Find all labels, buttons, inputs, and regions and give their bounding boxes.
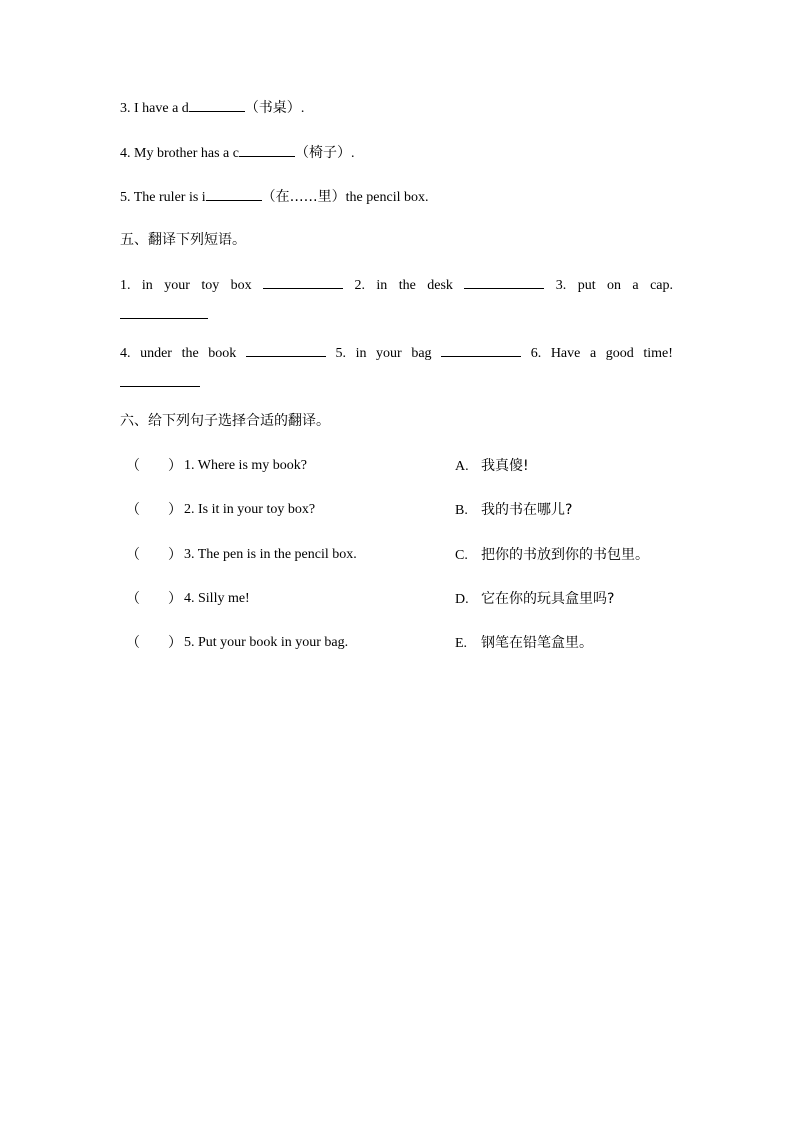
answer-option <box>455 456 529 477</box>
answer-option <box>455 589 614 610</box>
chinese-hint: （书桌） <box>244 100 301 116</box>
word: in <box>376 278 388 293</box>
word: time! <box>643 346 673 361</box>
close-paren: ） <box>168 547 182 563</box>
answer-option <box>455 545 649 566</box>
answer-blank[interactable] <box>120 372 200 387</box>
matching-row-1 <box>120 456 680 476</box>
answer-text: 我真傻! <box>481 458 529 474</box>
answer-letter: A. <box>455 459 469 474</box>
close-paren: ） <box>168 458 182 474</box>
word: 2. <box>354 278 365 293</box>
sentence-end: . <box>350 146 355 161</box>
answer-blank[interactable] <box>464 274 544 289</box>
answer-text: 我的书在哪儿? <box>481 502 573 518</box>
answer-blank[interactable] <box>263 274 343 289</box>
word: box <box>230 278 252 293</box>
fill-in-sentence-5 <box>120 185 428 208</box>
answer-letter: D. <box>455 592 469 607</box>
phrase-row-2 <box>120 342 673 364</box>
sentence-text: 3. I have a d <box>120 101 189 116</box>
word: bag <box>411 346 432 361</box>
word: your <box>376 346 402 361</box>
word: 3. <box>555 278 567 293</box>
matching-row-3 <box>120 545 680 565</box>
phrase-row-1 <box>120 274 673 296</box>
word: cap. <box>650 278 673 293</box>
question-text: 1. Where is my book? <box>184 458 307 473</box>
chinese-hint: （椅子） <box>294 145 351 161</box>
matching-row-4 <box>120 589 680 609</box>
sentence-text: 4. My brother has a c <box>120 146 239 161</box>
fill-in-sentence-4 <box>120 141 354 164</box>
answer-letter: C. <box>455 548 468 563</box>
answer-blank[interactable] <box>239 141 295 157</box>
word: 6. <box>530 346 542 361</box>
section-6-heading: 六、给下列句子选择合适的翻译。 <box>120 413 330 429</box>
open-paren[interactable]: （ <box>126 635 140 651</box>
sentence-end: the pencil box. <box>345 190 429 205</box>
word: a <box>589 346 597 361</box>
word: the <box>181 346 199 361</box>
close-paren: ） <box>168 591 182 607</box>
question-text: 3. The pen is in the pencil box. <box>184 547 357 562</box>
answer-text: 钢笔在铅笔盒里。 <box>481 635 593 651</box>
word: desk <box>427 278 453 293</box>
word: 4. <box>120 346 131 361</box>
answer-blank[interactable] <box>206 185 262 201</box>
close-paren: ） <box>168 635 182 651</box>
word: good <box>605 346 634 361</box>
word: a <box>632 278 639 293</box>
question-text: 4. Silly me! <box>184 591 250 606</box>
sentence-end: . <box>300 101 305 116</box>
word: on <box>607 278 621 293</box>
answer-letter: B. <box>455 503 468 518</box>
question-text: 2. Is it in your toy box? <box>184 502 316 517</box>
answer-blank[interactable] <box>189 96 245 112</box>
sentence-text: 5. The ruler is i <box>120 190 206 205</box>
word: under <box>140 346 172 361</box>
word: 5. <box>335 346 346 361</box>
open-paren[interactable]: （ <box>126 502 140 518</box>
chinese-hint: （在……里） <box>261 189 346 205</box>
matching-row-5 <box>120 633 680 653</box>
word: in <box>355 346 367 361</box>
word: put <box>577 278 596 293</box>
question-text: 5. Put your book in your bag. <box>184 635 349 650</box>
open-paren[interactable]: （ <box>126 547 140 563</box>
answer-blank[interactable] <box>246 342 326 357</box>
answer-text: 把你的书放到你的书包里。 <box>481 547 649 563</box>
matching-row-2 <box>120 500 680 520</box>
word: the <box>398 278 416 293</box>
word: in <box>141 278 153 293</box>
word: your <box>164 278 190 293</box>
word: book <box>208 346 237 361</box>
close-paren: ） <box>168 502 182 518</box>
answer-text: 它在你的玩具盒里吗? <box>481 591 615 607</box>
answer-option <box>455 500 572 521</box>
word: toy <box>201 278 220 293</box>
word: 1. <box>120 278 131 293</box>
answer-letter: E. <box>455 636 468 651</box>
answer-option <box>455 633 593 654</box>
open-paren[interactable]: （ <box>126 591 140 607</box>
word: Have <box>550 346 581 361</box>
fill-in-sentence-3 <box>120 96 304 119</box>
answer-blank[interactable] <box>441 342 521 357</box>
section-5-heading: 五、翻译下列短语。 <box>120 232 246 248</box>
open-paren[interactable]: （ <box>126 458 140 474</box>
answer-blank[interactable] <box>120 304 208 319</box>
